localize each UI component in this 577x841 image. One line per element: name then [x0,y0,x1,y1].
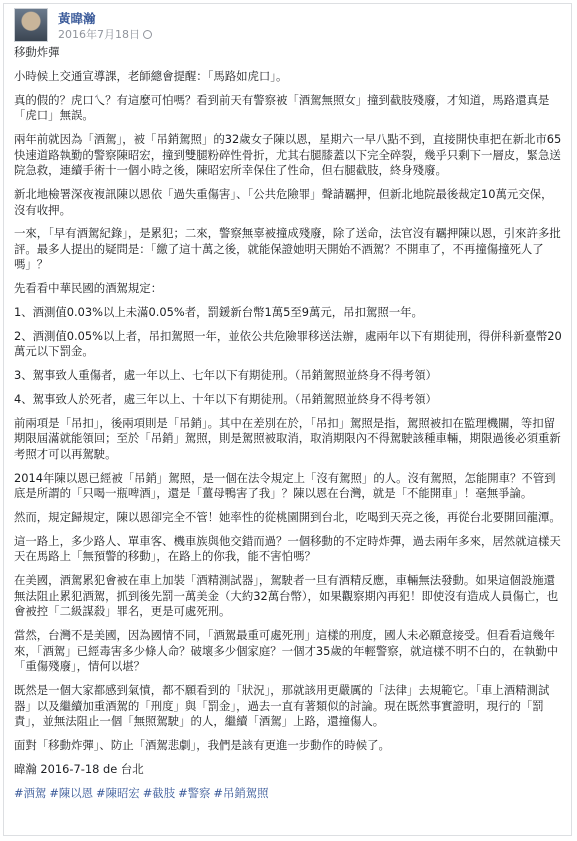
author-name[interactable]: 黃暐瀚 [58,11,96,26]
post-paragraph: 真的假的？虎口乀？有這麼可怕嗎？看到前天有警察被「酒駕無照女」撞到截肢殘廢，才知道，馬路還真是「虎口」無誤。 [14,92,550,123]
post-paragraph: 面對「移動炸彈」、防止「酒駕悲劇」，我們是該有更進一步動作的時候了。 [14,738,390,753]
post-paragraph: 小時候上交通宣導課，老師總會提醒：「馬路如虎口」。 [14,68,288,83]
post-paragraph: 前兩項是「吊扣」，後兩項則是「吊銷」。其中在差別在於，「吊扣」駕照是指，駕照被扣在監理機關，等扣留期限屆滿就能領回；至於「吊銷」駕照，則是駕照被取消，取消期限內不得駕駛該種車輛，期限過後必須重新考照才可以再駕駛。 [14,415,561,461]
post-paragraph: 2、酒測值0.05%以上者，吊扣駕照一年，並依公共危險罪移送法辦，處兩年以下有期徒刑，得併科新臺幣20萬元以下罰金。 [14,328,562,359]
hashtag-list [14,786,562,802]
post-date[interactable]: 2016年7月18日 [58,28,140,41]
post-paragraph: 4、駕事致人於死者，處三年以上、十年以下有期徒刑。（吊銷駕照並終身不得考領） [14,391,438,406]
post-paragraph: 一來，「早有酒駕紀錄」，是累犯；二來，警察無辜被撞成殘廢，除了送命，法官沒有羈押陳以恩，引來許多批評。最多人提出的疑問是：「繳了這十萬之後，就能保證她明天開始不酒駕？不開車了，不再撞傷撞死人了嗎」？ [14,226,561,272]
hashtag-link[interactable]: #吊銷駕照 [213,785,269,800]
post-paragraph: 3、駕事致人重傷者，處一年以上、七年以下有期徒刑。（吊銷駕照並終身不得考領） [14,368,438,383]
avatar[interactable] [14,8,48,42]
hashtag-link[interactable]: #陳昭宏 [96,785,140,800]
globe-icon [143,30,152,39]
post-card [3,3,572,836]
post-paragraph: 兩年前就因為「酒駕」，被「吊銷駕照」的32歲女子陳以恩，星期六一早八點不到，直接開快車把在新北市65快速道路執勤的警察陳昭宏，撞到雙腿粉碎性骨折，尤其右腿膝蓋以下完全碎裂，幾乎只剩下一層皮，緊急送院急救，連續手術十一個小時之後，陳昭宏所幸保住了性命，但右腿截肢，終身殘廢。 [14,131,562,178]
post-paragraph: 1、酒測值0.03%以上未滿0.05%者，罰鍰新台幣1萬5至9萬元，吊扣駕照一年。 [14,305,423,320]
post-paragraph: 然而，規定歸規定，陳以恩卻完全不管！她率性的從桃園開到台北，吃喝到天亮之後，再從台北要開回龍潭。 [14,510,561,525]
post-paragraph: 先看看中華民國的酒駕規定： [14,281,163,296]
hashtag-link[interactable]: #酒駕 [14,785,47,800]
post-paragraph: 在美國，酒駕累犯會被在車上加裝「酒精測試器」，駕駛者一旦有酒精反應，車輛無法發動。如果這個設施還無法阻止累犯酒駕，抓到後先罰一萬美金（大約32萬台幣），如果觀察期內再犯！即使沒有造成人員傷亡，也會被控「二級謀殺」罪名，更是可處死刑。 [14,573,559,619]
post-paragraph: 這一路上，多少路人、單車客、機車族與他交錯而過？一個移動的不定時炸彈，過去兩年多來，居然就這樣天天在馬路上「無預警的移動」，在路上的你我，能不害怕嗎？ [14,533,561,564]
post-meta [58,26,152,42]
hashtag-link[interactable]: #陳以恩 [49,785,94,800]
post-signature: 暐瀚 2016-7-18 de 台北 [14,761,144,776]
post-paragraph: 新北地檢署深夜複訊陳以恩依「過失重傷害」、「公共危險罪」聲請羈押，但新北地院最後裁定10萬元交保，沒有收押。 [14,186,553,217]
post-paragraph: 既然是一個大家都感到氣憤，都不願看到的「狀況」，那就該用更嚴厲的「法律」去規範它。「車上酒精測試器」以及繼續加重酒駕的「刑度」與「罰金」，過去一直有著類似的討論。現在既然事實證明，現行的「罰責」，並無法阻止一個「無照駕駛」的人，繼續「酒駕」上路，還撞傷人。 [14,683,550,729]
post-body [14,45,562,801]
post-paragraph: 當然，台灣不是美國，因為國情不同，「酒駕最重可處死刑」這樣的刑度，國人未必願意接受。但看看這幾年來，「酒駕」已經毒害多少條人命？破壞多少個家庭？一個才35歲的年輕警察，就這樣不明不白的，在執勤中「重傷殘廢」，情何以堪？ [14,628,559,674]
hashtag-link[interactable]: #警察 [178,785,211,800]
post-header [14,8,554,42]
post-paragraph: 移動炸彈 [14,45,60,59]
hashtag-link[interactable]: #截肢 [142,785,176,800]
post-paragraph: 2014年陳以恩已經被「吊銷」駕照，是一個在法令規定上「沒有駕照」的人。沒有駕照，怎能開車？不管到底是所謂的「只喝一瓶啤酒」，還是「薑母鴨害了我」？陳以恩在台灣，就是「不能開車」！毫無爭論。 [14,470,556,501]
